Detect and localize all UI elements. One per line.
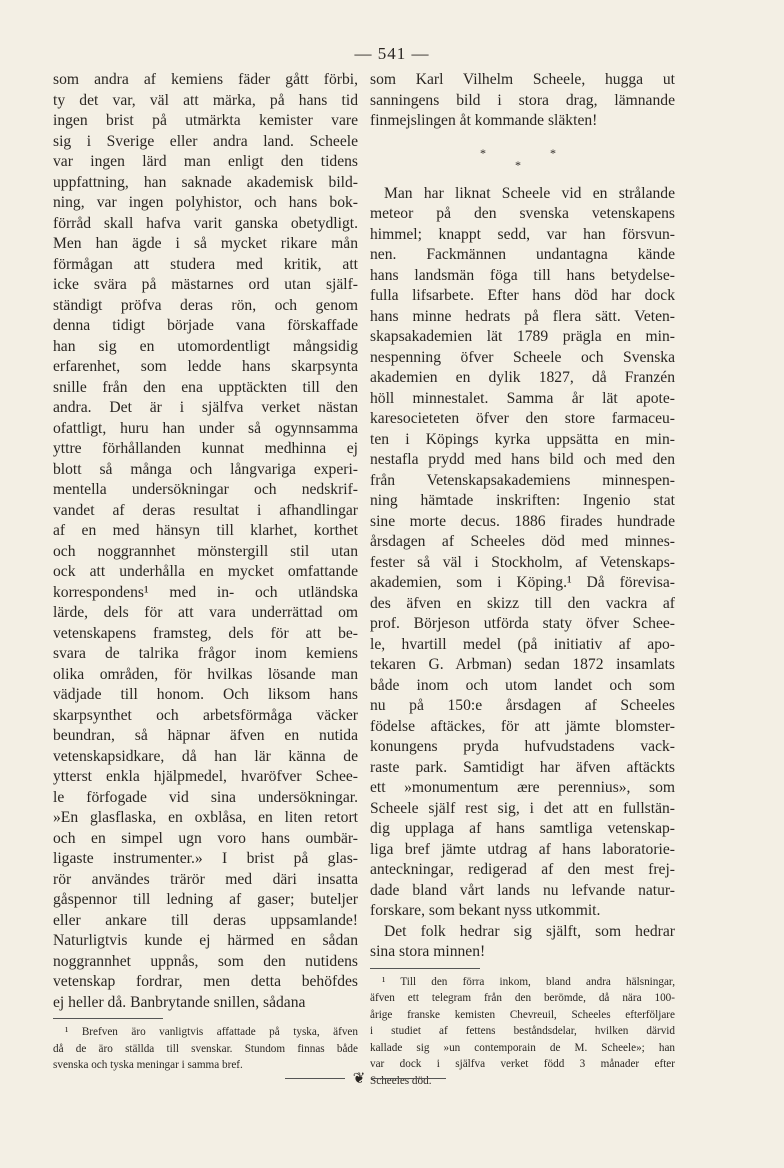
text-line: som andra af kemiens fäder gått förbi, — [53, 71, 358, 88]
text-line: årsdagen af Scheeles död med minnes- — [370, 533, 675, 550]
text-line: var ingen lärd man enligt den tidens — [53, 153, 358, 170]
text-line: som Karl Vilhelm Scheele, hugga ut — [370, 71, 675, 88]
text-line: andra. Det är i själfva verket nästan — [53, 399, 358, 416]
text-line: ten i Köpings kyrka uppsätta en min- — [370, 430, 675, 448]
text-line: ett »monumentum ære perennius», som — [370, 779, 675, 796]
left-column-text — [53, 70, 358, 1013]
text-line: ytterst enkla hjälpmedel, hvaröfver Schee- — [53, 768, 358, 785]
text-line: eller ankare till deras uppsamlande! — [53, 911, 358, 929]
text-line: förmågan att studera med kritik, att — [53, 255, 358, 273]
text-line: uppfattning, han saknade akademisk bild- — [53, 173, 358, 191]
text-line: Naturligtvis kunde ej härmed en sådan — [53, 932, 358, 949]
text-line: skarpsynthet och arbetsförmåga väcker — [53, 706, 358, 724]
text-line: nen. Fackmännen undantagna kände — [370, 246, 675, 263]
text-line: sina stora minnen! — [370, 943, 486, 960]
footnote-line: kallade sig »un contemporain de M. Scheele»; han — [370, 1041, 675, 1054]
text-line: Men han ägde i så mycket rikare mån — [53, 235, 358, 252]
ornament-rule-left — [285, 1078, 345, 1079]
text-line: och noggrannhet mönstergill stil utan — [53, 542, 358, 560]
text-line: ej heller då. Banbrytande snillen, sådana — [53, 993, 306, 1011]
text-line: mentella undersökningar och nedskrif- — [53, 481, 358, 498]
text-line: »En glasflaska, en oxblåsa, en liten retort — [53, 809, 358, 826]
text-line: vetenskap fordrar, men detta behöfdes — [53, 973, 358, 990]
footnote-line: äfven ett telegram från den berömde, då nära 100- — [370, 992, 675, 1004]
text-line: rör användes trärör med däri insatta — [53, 870, 358, 888]
text-line: från Vetenskapsakademiens minnespen- — [370, 471, 675, 489]
text-line: le, hvartill medel (på initiativ af apo- — [370, 635, 675, 653]
text-line: fester så väl i Stockholm, af Vetenskaps- — [370, 553, 675, 571]
footnote-line: ¹ Brefven äro vanligtvis affattade på tyska, äfven — [65, 1026, 358, 1038]
text-line: des äfven en skizz till den vackra af — [370, 594, 675, 612]
footnote-rule — [370, 968, 480, 969]
text-line: fulla lifsarbete. Efter hans död har dock — [370, 287, 675, 304]
asterism-star: * — [515, 157, 521, 172]
asterism-star: * — [550, 145, 556, 160]
text-line: vetenskapsidkare, då han lär känna de — [53, 747, 358, 765]
left-column — [53, 70, 358, 1074]
text-line: lärde, dels för att vara underrättad om — [53, 604, 358, 621]
right-column-text — [370, 184, 675, 963]
footnote-line: var dock i själfva verket född 3 månader efter — [370, 1058, 675, 1070]
text-line: icke svära på mästarnes ord utan själf- — [53, 276, 358, 293]
text-line: skapsakademien lät 1789 prägla en min- — [370, 328, 675, 345]
text-line: erfarenhet, som ledde hans skarpsynta — [53, 358, 358, 375]
ornament-rule-right — [372, 1078, 446, 1079]
fleuron-icon: ❦ — [352, 1071, 366, 1087]
text-line: olika områden, för hvilkas lösande man — [53, 665, 358, 683]
right-column-intro — [370, 70, 675, 132]
text-line: yttre förhållanden kunnat medhinna ej — [53, 440, 358, 457]
text-line: sine morte decus. 1886 firades hundrade — [370, 512, 675, 530]
end-ornament — [0, 1070, 784, 1090]
footnote-rule — [53, 1018, 163, 1019]
asterism — [370, 132, 675, 184]
text-line: nu på 150:e årsdagen af Scheeles — [370, 697, 675, 714]
text-line: Scheele själf rest sig, i det att en fullstän- — [370, 799, 675, 817]
text-line: dig upplaga af hans samtliga vetenskap- — [370, 820, 675, 837]
page-number: — 541 — — [354, 44, 430, 63]
text-line: både inom och utom landet och som — [370, 676, 675, 694]
text-line: nestafla prydd med hans bild och med den — [370, 451, 675, 468]
text-line: blott så många och långvariga experi- — [53, 460, 358, 478]
text-line: dade bland vårt lands nu lefvande natur- — [370, 881, 675, 899]
text-line: himmel; knappt sedd, var han försvun- — [370, 225, 675, 243]
text-line: meteor på den svenska vetenskapens — [370, 205, 675, 222]
text-line: anteckningar, redigerad af den mest frej- — [370, 861, 675, 878]
text-line: gåspennor till ledning af gaser; buteljer — [53, 891, 358, 908]
text-line: karesocieteten öfver den store farmaceu- — [370, 410, 675, 427]
text-line: beundran, så häpnar äfven en nutida — [53, 727, 358, 744]
text-line: tekaren G. Arbman) sedan 1872 insamlats — [370, 656, 675, 673]
text-line: förråd skall hafva varit ganska obetydligt. — [53, 214, 358, 232]
text-line: vetenskapens framsteg, dels för att be- — [53, 624, 358, 642]
text-line: forskare, som bekant nyss utkommit. — [370, 902, 601, 919]
footnote-line: då de äro ställda till svenskar. Stundom finnas både — [53, 1042, 358, 1055]
text-line: ingen brist på utmärkta kemister vare — [53, 112, 358, 129]
footnote-line: svenska och tyska meningar i samma bref. — [53, 1059, 243, 1071]
text-line: Det folk hedrar sig själft, som hedrar — [384, 922, 675, 940]
text-line: han sig en utomordentligt mångsidig — [53, 337, 358, 355]
footnote-line: i studiet af fettens beståndsdelar, hvilken därvid — [370, 1025, 675, 1037]
text-line: ock att underhålla en mycket omfattande — [53, 563, 358, 580]
text-line: sanningens bild i stora drag, lämnande — [370, 91, 675, 109]
text-line: sig i Sverige eller andra land. Scheele — [53, 132, 358, 150]
text-line: noggrannhet uppnås, som den nutidens — [53, 952, 358, 970]
text-line: akademien, som i Köping.¹ Då förevisa- — [370, 574, 675, 591]
text-line: af en med hänsyn till klarhet, korthet — [53, 522, 358, 539]
text-line: konungens pryda hufvudstadens vack- — [370, 738, 675, 755]
text-line: ständigt pröfva deras rön, och genom — [53, 296, 358, 314]
text-line: prof. Börjeson utförda staty öfver Schee- — [370, 615, 675, 632]
text-line: vandet af deras resultat i afhandlingar — [53, 501, 358, 519]
asterism-star: * — [480, 145, 486, 160]
text-line: hans minne hedrats på flera sätt. Veten- — [370, 307, 675, 325]
text-line: ning hämtade inskriften: Ingenio stat — [370, 492, 675, 509]
text-line: liga bref jämte utdrag af hans laboratorie- — [370, 840, 675, 858]
text-line: ligaste instrumenter.» I brist på glas- — [53, 850, 358, 867]
footnote-line: ¹ Till den förra inkom, bland andra hälsningar, — [382, 975, 675, 988]
text-line: vädjade till honom. Och liksom hans — [53, 686, 358, 703]
text-line: le förfogade vid sina undersökningar. — [53, 788, 358, 806]
text-line: raste park. Samtidigt har äfven aftäckts — [370, 758, 675, 776]
text-line: nespenning öfver Scheele och Svenska — [370, 348, 675, 366]
text-line: korrespondens¹ med in- och utländska — [53, 583, 358, 601]
left-footnote — [53, 1024, 358, 1074]
text-line: höll minnestalet. Samma år lät apote- — [370, 389, 675, 407]
right-column — [370, 70, 675, 1089]
text-line: ofattligt, huru han under så ogynnsamma — [53, 419, 358, 437]
text-line: födelse aftäckes, för att jämte blomster- — [370, 717, 675, 735]
text-line: svara de talrika frågor inom kemiens — [53, 645, 358, 662]
text-line: ning, var ingen polyhistor, och hans bok- — [53, 194, 358, 211]
footnote-line: Scheeles död. — [370, 1074, 432, 1087]
text-line: Man har liknat Scheele vid en strålande — [384, 184, 675, 202]
text-line: hans landsmän föga till hans betydelse- — [370, 266, 675, 284]
text-line: denna tidigt började vana förskaffade — [53, 317, 358, 334]
text-line: och en simpel ugn voro hans oumbär- — [53, 829, 358, 847]
footnote-line: årige franske kemisten Chevreuil, Scheeles efterföljare — [370, 1008, 675, 1021]
text-line: snille från den ena upptäckten till den — [53, 378, 358, 396]
text-line: finmejslingen åt kommande släkten! — [370, 112, 598, 129]
text-line: ty det var, väl att märka, på hans tid — [53, 91, 358, 109]
text-line: akademien en dylik 1827, då Franzén — [370, 369, 675, 386]
